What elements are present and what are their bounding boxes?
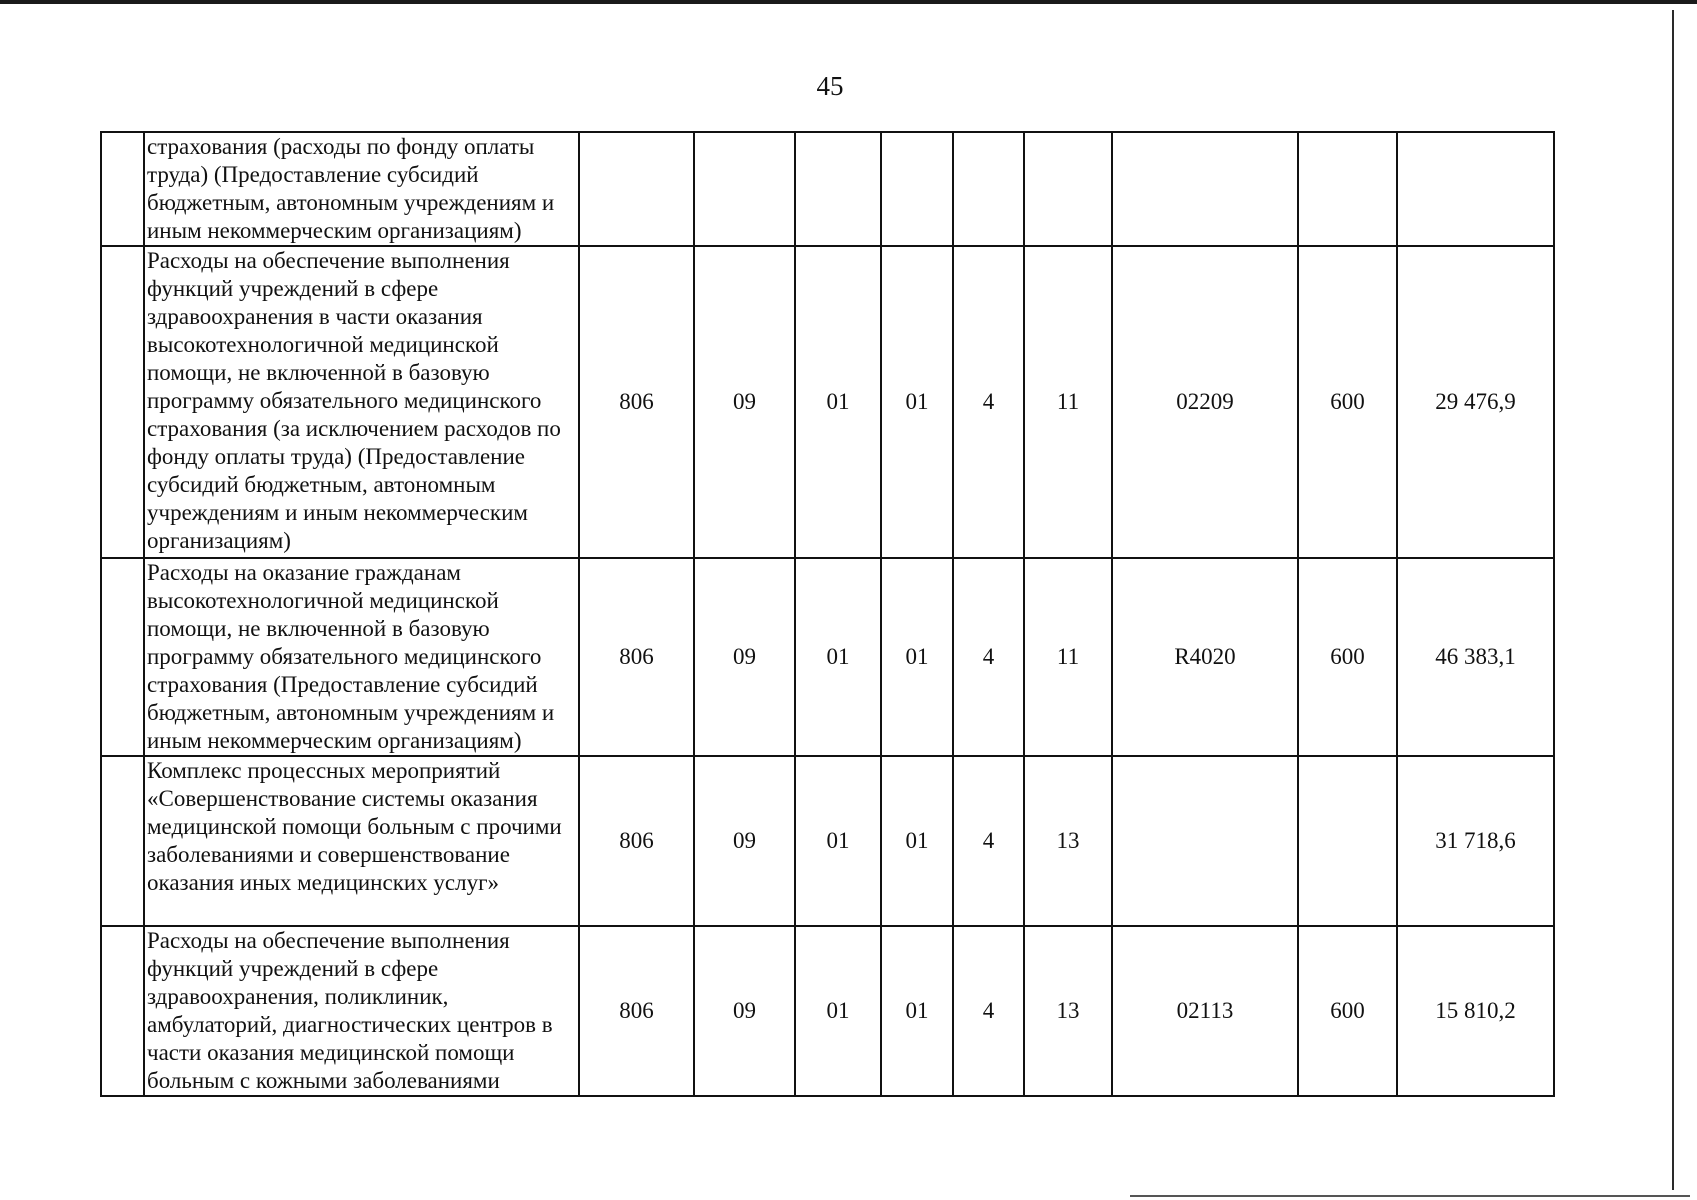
expense-type-cell: 600 xyxy=(1298,926,1397,1096)
subprogram-code-cell: 13 xyxy=(1024,926,1112,1096)
direction-code-cell xyxy=(1112,756,1298,926)
subsection-code-cell: 01 xyxy=(795,246,881,558)
amount-cell: 31 718,6 xyxy=(1397,756,1554,926)
expense-type-cell xyxy=(1298,756,1397,926)
subprogram-code-cell: 11 xyxy=(1024,246,1112,558)
program-code-cell xyxy=(881,132,953,246)
expense-type-cell: 600 xyxy=(1298,558,1397,756)
table-row xyxy=(101,246,1554,558)
row-index-cell xyxy=(101,246,144,558)
table-row xyxy=(101,926,1554,1096)
program-code-cell: 01 xyxy=(881,926,953,1096)
scan-top-edge xyxy=(0,0,1697,4)
section-code-cell: 09 xyxy=(694,246,795,558)
ministry-code-cell: 806 xyxy=(579,246,694,558)
program-type-cell: 4 xyxy=(953,246,1024,558)
program-type-cell xyxy=(953,132,1024,246)
section-code-cell: 09 xyxy=(694,926,795,1096)
budget-table xyxy=(100,131,1555,1097)
section-code-cell xyxy=(694,132,795,246)
description-cell: Расходы на обеспечение выполнения функций учреждений в сфере здравоохранения в части оказания высокотехнологичной медицинской помощи, не включенной в базовую программу обязательного медицинского страхования (за исключением расходов по фонду оплаты труда) (Предоставление субсидий бюджетным, автономным учреждениям и иным некоммерческим организациям) xyxy=(144,246,579,558)
description-cell: Комплекс процессных мероприятий «Совершенствование системы оказания медицинской помощи больным с прочими заболеваниями и совершенствование оказания иных медицинских услуг» xyxy=(144,756,579,926)
ministry-code-cell: 806 xyxy=(579,926,694,1096)
amount-cell: 46 383,1 xyxy=(1397,558,1554,756)
subprogram-code-cell xyxy=(1024,132,1112,246)
program-type-cell: 4 xyxy=(953,926,1024,1096)
subsection-code-cell xyxy=(795,132,881,246)
scan-bottom-edge-line xyxy=(1130,1195,1690,1197)
row-index-cell xyxy=(101,756,144,926)
description-cell: страхования (расходы по фонду оплаты труда) (Предоставление субсидий бюджетным, автономным учреждениям и иным некоммерческим организациям) xyxy=(144,132,579,246)
description-cell: Расходы на оказание гражданам высокотехнологичной медицинской помощи, не включенной в базовую программу обязательного медицинского страхования (Предоставление субсидий бюджетным, автономным учреждениям и иным некоммерческим организациям) xyxy=(144,558,579,756)
amount-cell: 29 476,9 xyxy=(1397,246,1554,558)
table-row xyxy=(101,558,1554,756)
table-row xyxy=(101,756,1554,926)
expense-type-cell: 600 xyxy=(1298,246,1397,558)
program-code-cell: 01 xyxy=(881,246,953,558)
program-code-cell: 01 xyxy=(881,756,953,926)
subsection-code-cell: 01 xyxy=(795,558,881,756)
expense-type-cell xyxy=(1298,132,1397,246)
ministry-code-cell: 806 xyxy=(579,756,694,926)
ministry-code-cell: 806 xyxy=(579,558,694,756)
description-cell: Расходы на обеспечение выполнения функций учреждений в сфере здравоохранения, поликлиник, амбулаторий, диагностических центров в части оказания медицинской помощи больным с кожными заболеваниями xyxy=(144,926,579,1096)
section-code-cell: 09 xyxy=(694,558,795,756)
ministry-code-cell xyxy=(579,132,694,246)
direction-code-cell xyxy=(1112,132,1298,246)
subprogram-code-cell: 13 xyxy=(1024,756,1112,926)
program-type-cell: 4 xyxy=(953,756,1024,926)
subsection-code-cell: 01 xyxy=(795,926,881,1096)
row-index-cell xyxy=(101,132,144,246)
amount-cell: 15 810,2 xyxy=(1397,926,1554,1096)
subsection-code-cell: 01 xyxy=(795,756,881,926)
scan-right-edge-line xyxy=(1672,10,1674,1190)
direction-code-cell: 02209 xyxy=(1112,246,1298,558)
section-code-cell: 09 xyxy=(694,756,795,926)
direction-code-cell: 02113 xyxy=(1112,926,1298,1096)
row-index-cell xyxy=(101,926,144,1096)
subprogram-code-cell: 11 xyxy=(1024,558,1112,756)
program-code-cell: 01 xyxy=(881,558,953,756)
amount-cell xyxy=(1397,132,1554,246)
row-index-cell xyxy=(101,558,144,756)
table-row xyxy=(101,132,1554,246)
program-type-cell: 4 xyxy=(953,558,1024,756)
page-number: 45 xyxy=(816,71,844,101)
direction-code-cell: R4020 xyxy=(1112,558,1298,756)
